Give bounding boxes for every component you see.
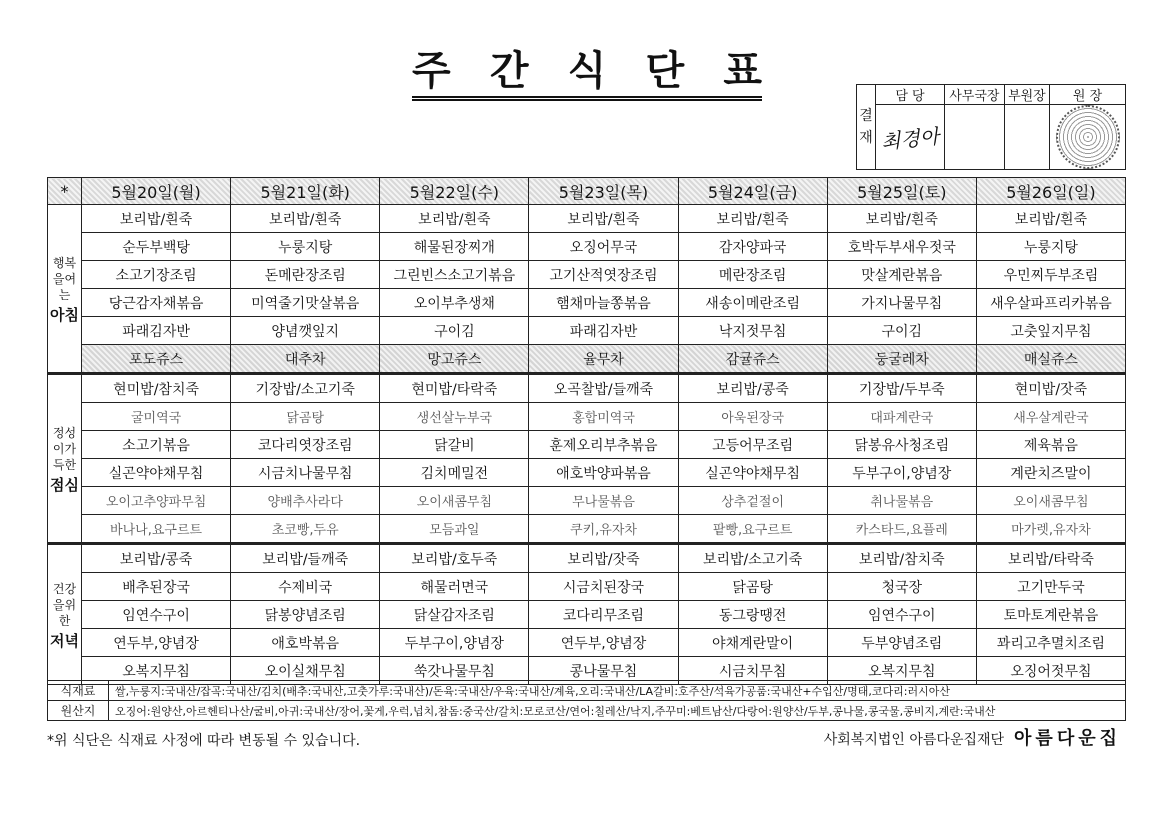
menu-cell: 바나나,요구르트 xyxy=(82,515,231,544)
meal-label-dinner xyxy=(48,544,82,685)
menu-cell: 파래김자반 xyxy=(529,317,678,345)
day-header-row xyxy=(48,178,1126,205)
meal-label-title: 아침 xyxy=(50,305,79,324)
menu-cell: 상추겉절이 xyxy=(678,487,827,515)
menu-cell: 당근감자채볶음 xyxy=(82,289,231,317)
menu-cell: 감귤쥬스 xyxy=(678,345,827,374)
menu-cell: 꽈리고추멸치조림 xyxy=(976,629,1125,657)
menu-cell: 고기산적엿장조림 xyxy=(529,261,678,289)
menu-cell: 연두부,양념장 xyxy=(529,629,678,657)
menu-cell: 누룽지탕 xyxy=(231,233,380,261)
menu-cell: 가지나물무침 xyxy=(827,289,976,317)
meal-label-lunch xyxy=(48,374,82,544)
menu-row xyxy=(48,233,1126,261)
menu-cell: 시금치된장국 xyxy=(529,573,678,601)
menu-cell: 보리밥/잣죽 xyxy=(529,544,678,573)
menu-cell: 콩나물무침 xyxy=(529,657,678,685)
menu-cell: 보리밥/흰죽 xyxy=(82,205,231,233)
menu-cell: 오복지무침 xyxy=(82,657,231,685)
signature: 최경아 xyxy=(880,123,941,154)
menu-cell: 시금치나물무침 xyxy=(231,459,380,487)
menu-cell: 양념깻잎지 xyxy=(231,317,380,345)
menu-row xyxy=(48,289,1126,317)
menu-cell: 우민찌두부조림 xyxy=(976,261,1125,289)
menu-cell: 임연수구이 xyxy=(827,601,976,629)
menu-cell: 새우살계란국 xyxy=(976,403,1125,431)
approval-role: 담 당 xyxy=(876,85,945,105)
menu-cell: 닭봉유사청조림 xyxy=(827,431,976,459)
menu-cell: 훈제오리부추볶음 xyxy=(529,431,678,459)
ingredient-label: 식재료 xyxy=(48,681,109,701)
menu-cell: 현미밥/타락죽 xyxy=(380,374,529,403)
day-header: 5월21일(화) xyxy=(231,178,380,205)
menu-cell: 두부양념조림 xyxy=(827,629,976,657)
menu-cell: 구이김 xyxy=(380,317,529,345)
menu-cell: 코다리엿장조림 xyxy=(231,431,380,459)
menu-row xyxy=(48,403,1126,431)
menu-cell: 현미밥/잣죽 xyxy=(976,374,1125,403)
menu-cell: 보리밥/흰죽 xyxy=(976,205,1125,233)
meal-label-title: 점심 xyxy=(50,475,79,494)
approval-side-label: 결재 xyxy=(857,85,876,170)
menu-row xyxy=(48,317,1126,345)
menu-cell: 현미밥/참치죽 xyxy=(82,374,231,403)
menu-cell: 초코빵,두유 xyxy=(231,515,380,544)
menu-cell: 닭봉양념조림 xyxy=(231,601,380,629)
menu-cell: 모듬과일 xyxy=(380,515,529,544)
weekly-menu-table xyxy=(47,177,1126,685)
day-header: 5월26일(일) xyxy=(976,178,1125,205)
menu-row xyxy=(48,459,1126,487)
menu-cell: 마가렛,유자차 xyxy=(976,515,1125,544)
menu-cell: 카스타드,요플레 xyxy=(827,515,976,544)
menu-cell: 햄채마늘쫑볶음 xyxy=(529,289,678,317)
day-header: 5월24일(금) xyxy=(678,178,827,205)
menu-cell: 새송이메란조림 xyxy=(678,289,827,317)
menu-cell: 고춧잎지무침 xyxy=(976,317,1125,345)
menu-cell: 맛살계란볶음 xyxy=(827,261,976,289)
menu-cell: 보리밥/흰죽 xyxy=(678,205,827,233)
menu-cell: 오곡찰밥/들깨죽 xyxy=(529,374,678,403)
origin-line: 쌀,누룽지:국내산/잡곡:국내산/김치(배추:국내산,고춧가루:국내산)/돈육:국내산/우육:국내산/계육,오리:국내산/LA갈비:호주산/석육가공품:국내산+수입산/명태,코다리:러시아산 xyxy=(109,681,1126,701)
menu-cell: 미역줄기맛살볶음 xyxy=(231,289,380,317)
menu-cell: 코다리무조림 xyxy=(529,601,678,629)
menu-cell: 닭곰탕 xyxy=(231,403,380,431)
menu-cell: 보리밥/흰죽 xyxy=(529,205,678,233)
menu-row xyxy=(48,601,1126,629)
menu-cell: 홍합미역국 xyxy=(529,403,678,431)
menu-cell: 무나물볶음 xyxy=(529,487,678,515)
foundation-name: 사회복지법인 아름다운집재단 xyxy=(823,732,1005,748)
menu-cell: 닭살감자조림 xyxy=(380,601,529,629)
menu-cell: 해물러면국 xyxy=(380,573,529,601)
menu-cell: 보리밥/콩죽 xyxy=(82,544,231,573)
menu-cell: 감자양파국 xyxy=(678,233,827,261)
menu-cell: 제육볶음 xyxy=(976,431,1125,459)
menu-cell: 임연수구이 xyxy=(82,601,231,629)
menu-cell: 대추차 xyxy=(231,345,380,374)
menu-cell: 보리밥/흰죽 xyxy=(827,205,976,233)
title-char: 식 xyxy=(567,47,607,94)
menu-cell: 김치메밀전 xyxy=(380,459,529,487)
menu-row xyxy=(48,487,1126,515)
menu-cell: 실곤약야채무침 xyxy=(678,459,827,487)
menu-cell: 양배추사라다 xyxy=(231,487,380,515)
menu-cell: 보리밥/참치죽 xyxy=(827,544,976,573)
menu-cell: 누룽지탕 xyxy=(976,233,1125,261)
menu-cell: 굴미역국 xyxy=(82,403,231,431)
approval-role: 원 장 xyxy=(1050,85,1126,105)
signature-cell xyxy=(1050,105,1126,170)
menu-cell: 율무차 xyxy=(529,345,678,374)
menu-row xyxy=(48,629,1126,657)
signature-cell xyxy=(944,105,1004,170)
menu-cell: 오이새콤무침 xyxy=(976,487,1125,515)
menu-cell: 메란장조림 xyxy=(678,261,827,289)
menu-cell: 소고기볶음 xyxy=(82,431,231,459)
menu-row xyxy=(48,544,1126,573)
day-header: 5월22일(수) xyxy=(380,178,529,205)
menu-row xyxy=(48,345,1126,374)
menu-cell: 오복지무침 xyxy=(827,657,976,685)
menu-cell: 팥빵,요구르트 xyxy=(678,515,827,544)
menu-cell: 구이김 xyxy=(827,317,976,345)
menu-cell: 계란치즈말이 xyxy=(976,459,1125,487)
ingredient-origin-table xyxy=(47,680,1126,721)
organization xyxy=(824,724,1121,750)
menu-row xyxy=(48,515,1126,544)
menu-cell: 순두부백탕 xyxy=(82,233,231,261)
menu-cell: 쑥갓나물무침 xyxy=(380,657,529,685)
menu-cell: 닭곰탕 xyxy=(678,573,827,601)
menu-cell: 수제비국 xyxy=(231,573,380,601)
menu-cell: 낙지젓무침 xyxy=(678,317,827,345)
menu-row xyxy=(48,573,1126,601)
seal-stamp-icon xyxy=(1056,105,1120,169)
title-char: 단 xyxy=(645,47,685,94)
menu-cell: 포도쥬스 xyxy=(82,345,231,374)
meal-label-text: 건강을위한 xyxy=(52,581,77,628)
menu-cell: 망고쥬스 xyxy=(380,345,529,374)
menu-cell: 보리밥/호두죽 xyxy=(380,544,529,573)
day-header: 5월23일(목) xyxy=(529,178,678,205)
menu-cell: 야채계란말이 xyxy=(678,629,827,657)
menu-cell: 보리밥/흰죽 xyxy=(380,205,529,233)
meal-label-text: 행복을여는 xyxy=(52,255,77,302)
origin-label: 원산지 xyxy=(48,701,109,721)
menu-cell: 오이고추양파무침 xyxy=(82,487,231,515)
signature-cell xyxy=(876,105,945,170)
menu-cell: 오징어무국 xyxy=(529,233,678,261)
day-header: 5월25일(토) xyxy=(827,178,976,205)
menu-row xyxy=(48,261,1126,289)
title-char: 간 xyxy=(489,47,529,94)
corner-cell: * xyxy=(48,178,82,205)
menu-cell: 토마토계란볶음 xyxy=(976,601,1125,629)
menu-cell: 애호박양파볶음 xyxy=(529,459,678,487)
day-header: 5월20일(월) xyxy=(82,178,231,205)
menu-cell: 기장밥/소고기죽 xyxy=(231,374,380,403)
title-char: 표 xyxy=(723,47,762,94)
menu-cell: 취나물볶음 xyxy=(827,487,976,515)
menu-cell: 기장밥/두부죽 xyxy=(827,374,976,403)
menu-cell: 생선살누부국 xyxy=(380,403,529,431)
menu-cell: 실곤약야채무침 xyxy=(82,459,231,487)
menu-cell: 대파계란국 xyxy=(827,403,976,431)
menu-cell: 동그랑땡전 xyxy=(678,601,827,629)
menu-cell: 오이새콤무침 xyxy=(380,487,529,515)
title-char: 주 xyxy=(412,47,451,94)
meal-label-breakfast xyxy=(48,205,82,374)
menu-cell: 둥굴레차 xyxy=(827,345,976,374)
menu-cell: 보리밥/콩죽 xyxy=(678,374,827,403)
page-title xyxy=(412,38,762,101)
menu-cell: 파래김자반 xyxy=(82,317,231,345)
menu-row xyxy=(48,205,1126,233)
menu-cell: 보리밥/들깨죽 xyxy=(231,544,380,573)
origin-line: 오징어:원양산,아르헨티나산/굴비,아귀:국내산/장어,꽃게,우럭,넙치,참돔:중국산/갈치:모로코산/연어:칠레산/낙지,주꾸미:베트남산/다랑어:원양산/두부,콩나물,콩국물,콩비지,계란:국내산 xyxy=(109,701,1126,721)
menu-cell: 두부구이,양념장 xyxy=(827,459,976,487)
menu-cell: 보리밥/소고기죽 xyxy=(678,544,827,573)
menu-cell: 새우살파프리카볶음 xyxy=(976,289,1125,317)
menu-cell: 시금치무침 xyxy=(678,657,827,685)
meal-label-title: 저녁 xyxy=(50,631,79,650)
menu-cell: 그린빈스소고기볶음 xyxy=(380,261,529,289)
menu-cell: 보리밥/타락죽 xyxy=(976,544,1125,573)
menu-cell: 두부구이,양념장 xyxy=(380,629,529,657)
menu-cell: 닭갈비 xyxy=(380,431,529,459)
menu-note: *위 식단은 식재료 사정에 따라 변동될 수 있습니다. xyxy=(47,733,361,749)
menu-cell: 소고기장조림 xyxy=(82,261,231,289)
menu-cell: 보리밥/흰죽 xyxy=(231,205,380,233)
menu-cell: 고등어무조림 xyxy=(678,431,827,459)
menu-cell: 오이부추생채 xyxy=(380,289,529,317)
menu-cell: 연두부,양념장 xyxy=(82,629,231,657)
menu-row xyxy=(48,431,1126,459)
menu-cell: 돈메란장조림 xyxy=(231,261,380,289)
approval-role: 사무국장 xyxy=(944,85,1004,105)
menu-row xyxy=(48,374,1126,403)
menu-cell: 쿠키,유자차 xyxy=(529,515,678,544)
signature-cell xyxy=(1004,105,1049,170)
approval-box xyxy=(856,84,1126,170)
menu-cell: 해물된장찌개 xyxy=(380,233,529,261)
approval-role: 부원장 xyxy=(1004,85,1049,105)
menu-cell: 호박두부새우젓국 xyxy=(827,233,976,261)
menu-cell: 애호박볶음 xyxy=(231,629,380,657)
menu-cell: 매실쥬스 xyxy=(976,345,1125,374)
menu-cell: 고기만두국 xyxy=(976,573,1125,601)
facility-name: 아름다운집 xyxy=(1014,728,1121,749)
menu-cell: 청국장 xyxy=(827,573,976,601)
menu-cell: 오이실채무침 xyxy=(231,657,380,685)
menu-cell: 오징어젓무침 xyxy=(976,657,1125,685)
menu-cell: 아욱된장국 xyxy=(678,403,827,431)
menu-cell: 배추된장국 xyxy=(82,573,231,601)
meal-label-text: 정성이가득한 xyxy=(52,425,77,472)
